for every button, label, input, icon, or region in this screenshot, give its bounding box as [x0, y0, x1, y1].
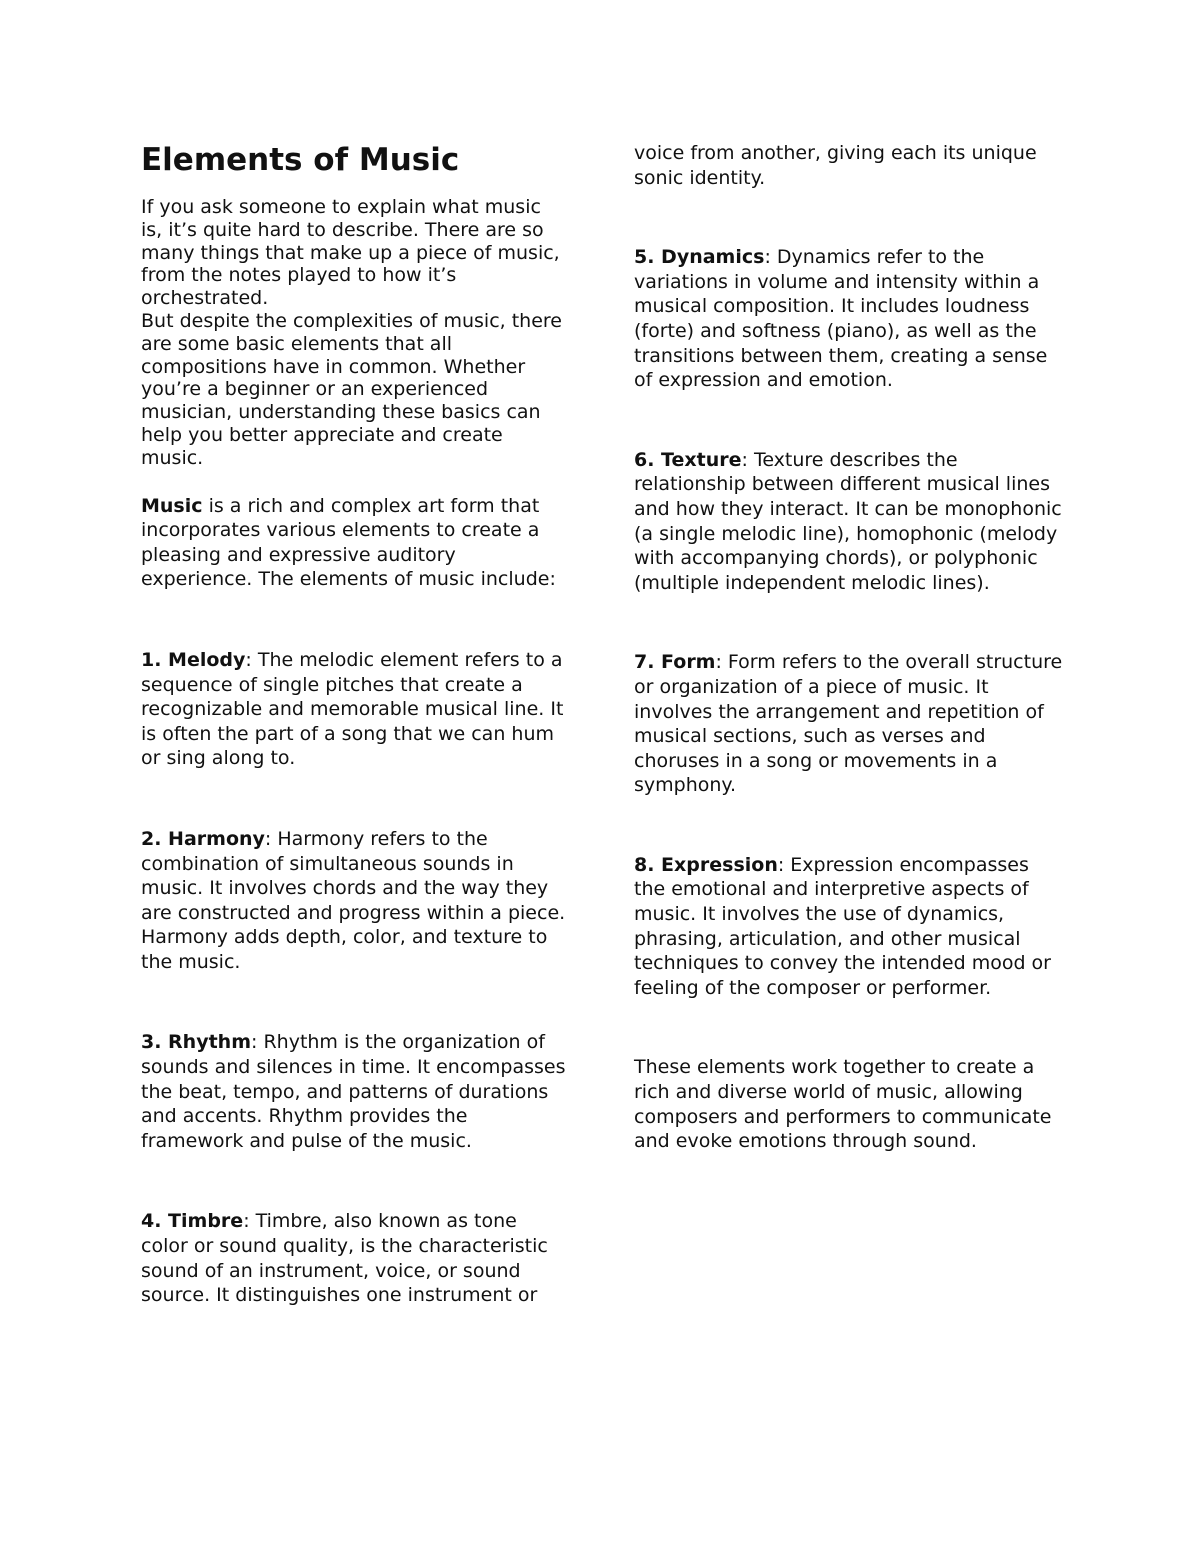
element-term: 2. Harmony	[141, 827, 265, 850]
element-text: : Form refers to the overall structure or organization of a piece of music. It involves the arrangement and repetition of musical sections, such as verses and choruses in a song or movements in a symphony.	[634, 651, 1063, 797]
intro-paragraph-1: If you ask someone to explain what music is, it’s quite hard to describe. There are so many things that make up a piece of music, from the notes played to how it’s orchestrated.	[141, 196, 560, 310]
conclusion-paragraph: These elements work together to create a rich and diverse world of music, allowing composers and performers to communicate and evoke emotions through sound.	[634, 1056, 1052, 1153]
element-term: 3. Rhythm	[141, 1031, 252, 1054]
element-text: : Dynamics refer to the variations in volume and intensity within a musical composition. It includes loudness (forte) and softness (piano), as well as the transitions between them, creating a sense of expression and emotion.	[634, 246, 1048, 392]
document-title: Elements of Music	[141, 142, 460, 178]
element-rhythm	[141, 1030, 566, 1153]
element-expression	[634, 853, 1064, 1001]
left-column	[141, 142, 566, 1308]
element-form	[634, 650, 1064, 798]
element-term: 6. Texture	[634, 448, 742, 471]
timbre-continued: voice from another, giving each its unique sonic identity.	[634, 142, 1037, 189]
element-dynamics	[634, 245, 1064, 393]
music-definition	[141, 494, 566, 592]
element-timbre	[141, 1209, 566, 1307]
right-column	[634, 141, 1064, 1154]
element-text: : Harmony refers to the combination of simultaneous sounds in music. It involves chords and the way they are constructed and progress within a piece. Harmony adds depth, color, and texture to the music.	[141, 827, 566, 973]
element-term: 5. Dynamics	[634, 246, 765, 269]
intro-paragraph-2: But despite the complexities of music, there are some basic elements that all compositions have in common. Whether you’re a beginner or an experienced musician, understanding these basics can help you better appreciate and create music.	[141, 309, 562, 469]
element-harmony	[141, 827, 566, 975]
element-text: : Expression encompasses the emotional and interpretive aspects of music. It involves the use of dynamics, phrasing, articulation, and other musical techniques to convey the intended mood or feeling of the composer or performer.	[634, 853, 1051, 999]
element-term: 4. Timbre	[141, 1210, 244, 1233]
element-text: : The melodic element refers to a sequence of single pitches that create a recognizable and memorable musical line. It is often the part of a song that we can hum or sing along to.	[141, 648, 564, 770]
element-term: 7. Form	[634, 651, 716, 674]
element-texture	[634, 448, 1064, 596]
element-text: : Texture describes the relationship between different musical lines and how they interact. It can be monophonic (a single melodic line), homophonic (melody with accompanying chords), or polyphonic (multiple independent melodic lines).	[634, 448, 1062, 594]
element-term: 8. Expression	[634, 853, 778, 876]
music-term: Music	[141, 494, 203, 517]
element-text: : Timbre, also known as tone color or sound quality, is the characteristic sound of an instrument, voice, or sound source. It distinguishes one instrument or	[141, 1210, 548, 1307]
element-melody	[141, 648, 566, 771]
element-term: 1. Melody	[141, 648, 246, 671]
music-definition-text: is a rich and complex art form that incorporates various elements to create a pleasing and expressive auditory experience. The elements of music include:	[141, 494, 556, 591]
element-text: : Rhythm is the organization of sounds and silences in time. It encompasses the beat, tempo, and patterns of durations and accents. Rhythm provides the framework and pulse of the music.	[141, 1031, 566, 1152]
